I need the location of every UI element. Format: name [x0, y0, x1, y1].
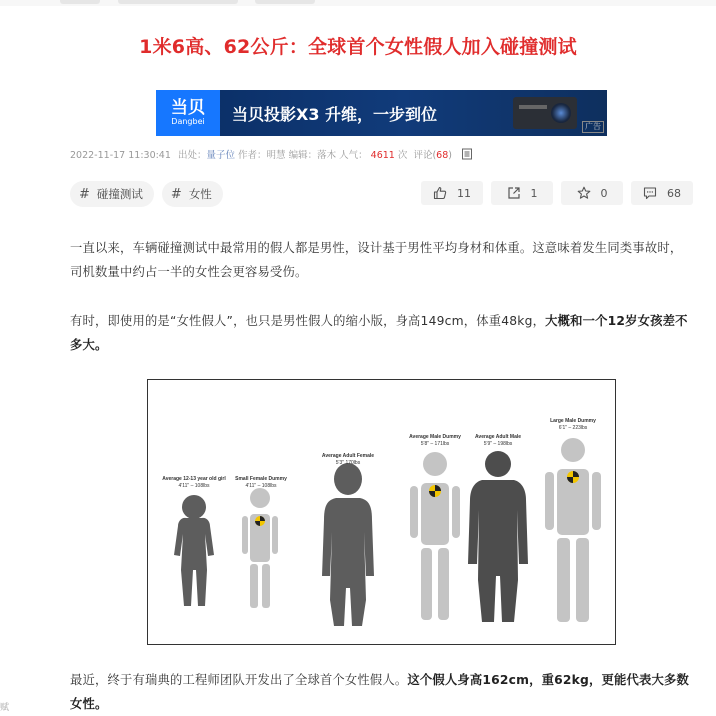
figure-spec-small-dummy: 4'11" – 108lbs	[245, 483, 277, 489]
meta-comments-count: 68	[436, 150, 449, 161]
figure-spec-male-dummy: 5'8" – 171lbs	[420, 441, 450, 447]
silhouette-adult-female	[322, 463, 374, 626]
paragraph-new-dummy	[70, 668, 692, 716]
silhouette-small-dummy	[242, 488, 278, 608]
tag-collision-test[interactable]	[70, 181, 154, 207]
like-count: 11	[457, 186, 471, 200]
top-tab[interactable]	[60, 0, 100, 4]
meta-comments-link[interactable]	[413, 150, 452, 161]
ad-logo-en: Dangbei	[171, 117, 205, 126]
tag-list	[70, 181, 223, 207]
share-count: 1	[530, 186, 538, 200]
meta-source-link[interactable]: 量子位	[206, 150, 235, 161]
paragraph-text: 最近，终于有瑞典的工程师团队开发出了全球首个女性假人。	[70, 673, 408, 687]
share-icon	[507, 186, 521, 200]
ad-banner[interactable]	[156, 90, 607, 136]
silhouette-girl	[174, 495, 214, 606]
favorite-button[interactable]	[561, 181, 623, 205]
figure-label-girl: Average 12-13 year old girl	[162, 476, 226, 482]
article-actions	[421, 181, 693, 205]
silhouette-adult-male	[468, 451, 528, 622]
ad-slogan: 当贝投影X3 升维，一步到位	[232, 105, 438, 124]
meta-comments-close: )	[448, 150, 452, 161]
favorite-count: 0	[600, 186, 608, 200]
silhouettes-illustration	[148, 380, 617, 646]
figure-spec-adult-female: 5'3" 170lbs	[335, 460, 361, 466]
article-title: 1米6高、62公斤：全球首个女性假人加入碰撞测试	[139, 36, 577, 58]
meta-source-label: 出处：	[177, 150, 207, 161]
thumbs-up-icon	[433, 186, 447, 200]
top-tab[interactable]	[255, 0, 315, 4]
dummy-comparison-figure	[147, 379, 616, 645]
hash-icon: #	[170, 186, 182, 202]
meta-author-label: 作者：	[238, 150, 267, 161]
projector-lens	[551, 103, 571, 123]
ad-logo-cn: 当贝	[171, 98, 205, 118]
paragraph-emphasis: 大概和一个12岁女孩差不多大。	[70, 314, 688, 352]
figure-spec-large-dummy: 6'1" – 223lbs	[558, 425, 588, 431]
ad-badge: 广告	[582, 121, 604, 133]
ad-logo	[156, 90, 220, 136]
crash-test-symbol	[429, 485, 441, 497]
article-meta	[70, 147, 473, 161]
edge-mark: 赋	[0, 703, 10, 713]
like-button[interactable]	[421, 181, 483, 205]
projector-stand	[519, 105, 547, 109]
star-icon	[577, 186, 591, 200]
comment-button[interactable]	[631, 181, 693, 205]
browser-top-strip	[0, 0, 716, 6]
top-tab[interactable]	[118, 0, 238, 4]
crash-test-symbol	[567, 471, 579, 483]
share-button[interactable]	[491, 181, 553, 205]
meta-popularity-unit: 次	[397, 150, 408, 161]
meta-author: 明慧	[266, 150, 286, 161]
meta-popularity-count: 4611	[370, 150, 395, 161]
figure-label-adult-female: Average Adult Female	[321, 453, 375, 459]
figure-label-male-dummy: Average Male Dummy	[409, 434, 461, 440]
comment-icon	[643, 186, 657, 200]
figure-label-large-dummy: Large Male Dummy	[550, 418, 596, 424]
silhouette-average-male-dummy	[410, 452, 460, 620]
meta-popularity-label: 人气：	[339, 150, 368, 161]
projector-image	[513, 97, 577, 129]
document-icon[interactable]	[461, 148, 473, 160]
tag-female[interactable]	[162, 181, 223, 207]
paragraph-scaled-dummy	[70, 309, 692, 357]
paragraph-emphasis: 这个假人身高162cm，重62kg，更能代表大多数女性。	[70, 673, 690, 711]
meta-comments-label: 评论(	[413, 150, 437, 161]
paragraph-intro: 一直以来，车辆碰撞测试中最常用的假人都是男性，设计基于男性平均身材和体重。这意味着发生同类事故时，司机数量中约占一半的女性会更容易受伤。	[70, 241, 683, 279]
crash-test-symbol	[255, 516, 265, 526]
silhouette-large-male-dummy	[545, 438, 601, 622]
meta-editor-label: 编辑：	[288, 150, 318, 161]
figure-spec-adult-male: 5'9" – 198lbs	[483, 441, 513, 447]
figure-label-adult-male: Average Adult Male	[474, 434, 522, 440]
meta-datetime: 2022-11-17 11:30:41	[70, 150, 171, 161]
tag-label: 碰撞测试	[96, 187, 143, 201]
meta-editor: 落木	[317, 150, 337, 161]
tag-label: 女性	[188, 187, 212, 201]
hash-icon: #	[79, 186, 90, 202]
figure-spec-girl: 4'11" – 108lbs	[178, 483, 210, 489]
paragraph-text: 有时，即使用的是“女性假人”，也只是男性假人的缩小版，身高149cm，体重48kg，	[70, 314, 546, 328]
comment-count: 68	[667, 186, 681, 200]
figure-label-small-dummy: Small Female Dummy	[235, 476, 287, 482]
